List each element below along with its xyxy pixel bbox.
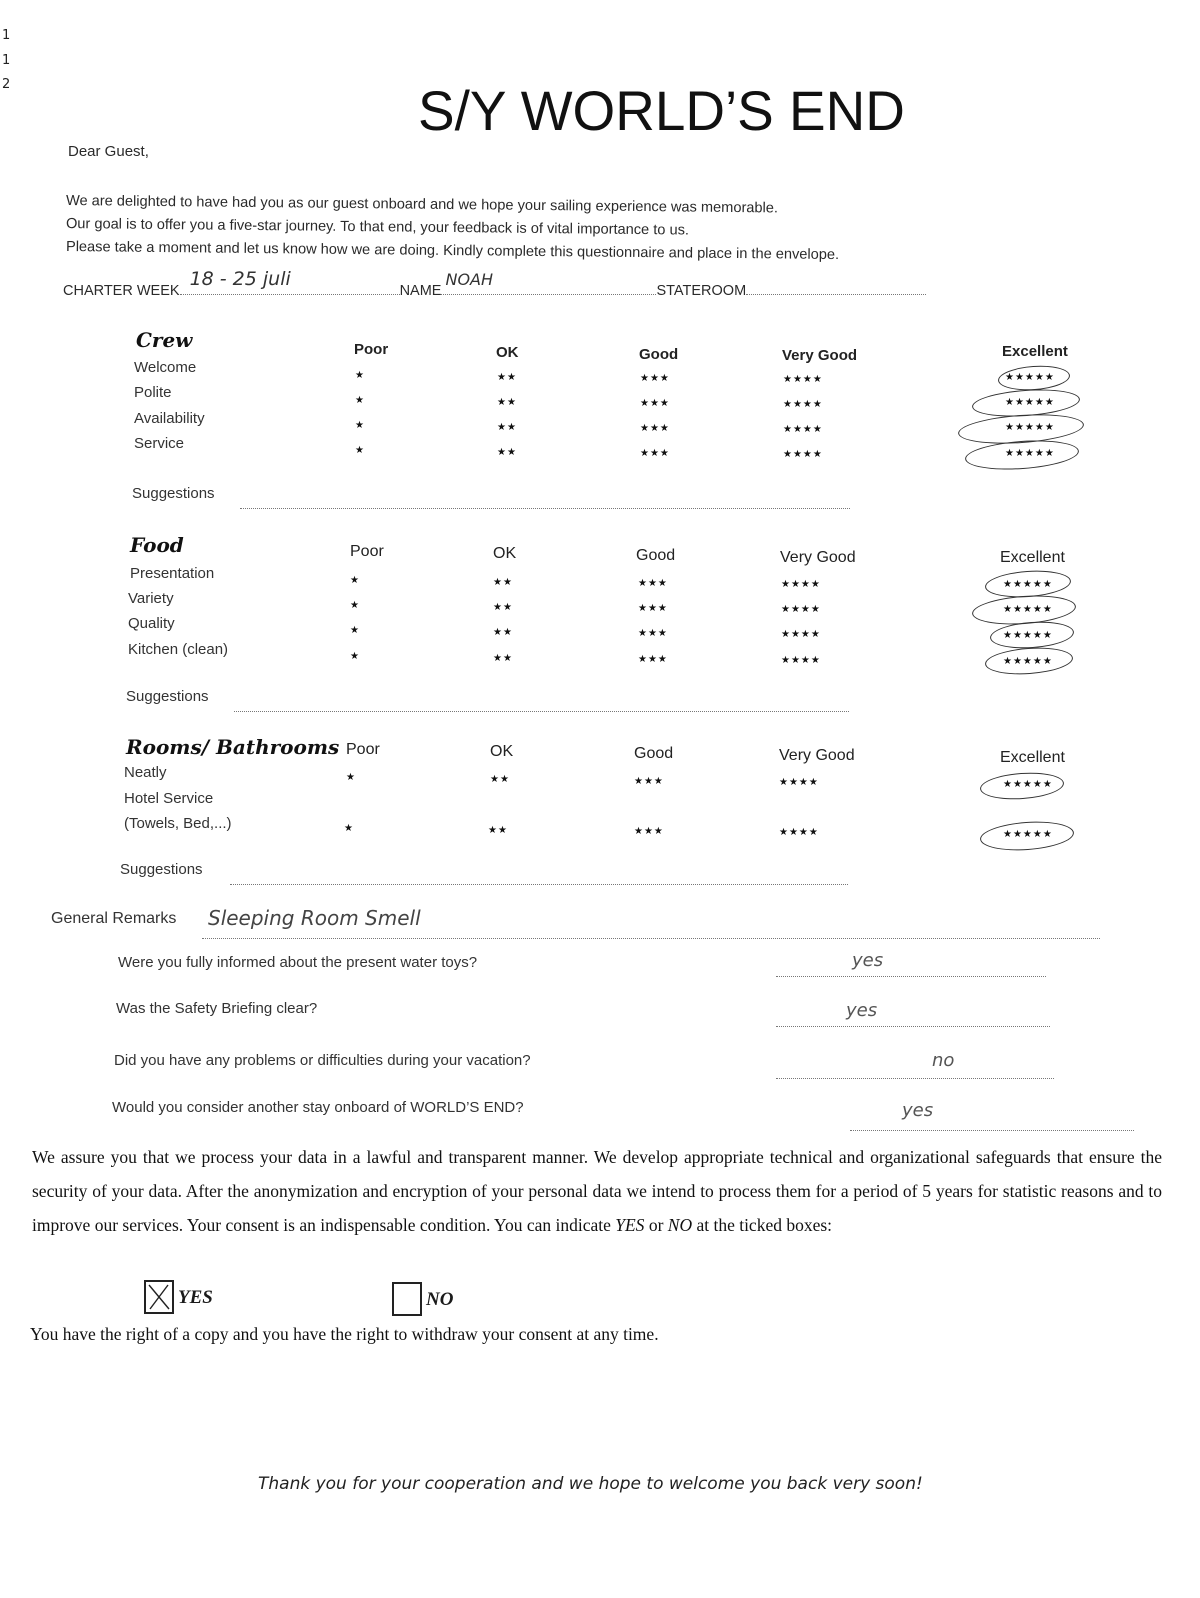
rating-option-excellent[interactable]: ★★★★★	[1005, 372, 1055, 383]
x-mark-icon	[146, 1282, 172, 1312]
rating-option-ok[interactable]: ★★	[493, 653, 513, 664]
rating-option-very-good[interactable]: ★★★★	[783, 449, 823, 460]
rating-option-poor[interactable]: ★	[346, 772, 356, 783]
rating-option-poor[interactable]: ★	[350, 600, 360, 611]
rating-option-very-good[interactable]: ★★★★	[781, 604, 821, 615]
suggestions-field[interactable]	[240, 496, 850, 509]
charter-week-value: 18 - 25 juli	[189, 268, 291, 290]
rating-option-excellent[interactable]: ★★★★★	[1005, 422, 1055, 433]
column-header-poor: Poor	[350, 543, 384, 560]
consent-no-label: NO	[426, 1289, 454, 1310]
rating-option-ok[interactable]: ★★	[493, 577, 513, 588]
rating-option-very-good[interactable]: ★★★★	[781, 655, 821, 666]
answer-field[interactable]	[776, 1014, 1050, 1027]
rating-option-good[interactable]: ★★★	[640, 448, 670, 459]
page-title: S/Y WORLD’S END	[418, 79, 905, 142]
rating-option-excellent[interactable]: ★★★★★	[1003, 604, 1053, 615]
rating-option-good[interactable]: ★★★	[640, 373, 670, 384]
rating-option-good[interactable]: ★★★	[638, 603, 668, 614]
rating-option-poor[interactable]: ★	[344, 823, 354, 834]
row-label-kitchen: Kitchen (clean)	[128, 641, 229, 658]
row-label-polite: Polite	[134, 384, 172, 401]
column-header-good: Good	[636, 547, 676, 564]
column-header-poor: Poor	[354, 341, 389, 358]
selection-circle	[984, 645, 1074, 677]
rating-option-excellent[interactable]: ★★★★★	[1003, 779, 1053, 790]
stateroom-label: STATEROOM	[656, 283, 747, 299]
rating-option-ok[interactable]: ★★	[497, 422, 517, 433]
rating-option-good[interactable]: ★★★	[634, 826, 664, 837]
row-label-hotel-service: Hotel Service	[124, 790, 214, 807]
rating-option-very-good[interactable]: ★★★★	[783, 399, 823, 410]
suggestions-label: Suggestions	[120, 861, 203, 878]
intro-line: We are delighted to have had you as our guest onboard and we hope your sailing experience was memorable.	[65, 193, 779, 217]
privacy-paragraph	[32, 1140, 1162, 1242]
question-safety-briefing: Was the Safety Briefing clear?	[116, 1000, 318, 1017]
rating-option-very-good[interactable]: ★★★★	[781, 579, 821, 590]
rating-option-poor[interactable]: ★	[350, 651, 360, 662]
rating-option-good[interactable]: ★★★	[638, 654, 668, 665]
column-header-ok: OK	[496, 344, 519, 361]
row-label-variety: Variety	[128, 590, 174, 607]
margin-number: 1	[2, 53, 11, 68]
column-header-ok: OK	[490, 743, 514, 760]
margin-number: 1	[2, 28, 11, 43]
stateroom-field[interactable]	[746, 282, 926, 295]
column-header-good: Good	[634, 745, 674, 762]
general-remarks-label: General Remarks	[51, 910, 177, 927]
rating-option-poor[interactable]: ★	[355, 395, 365, 406]
name-value: NOAH	[445, 270, 494, 289]
rating-option-ok[interactable]: ★★	[493, 602, 513, 613]
charter-week-field[interactable]	[180, 268, 400, 295]
general-remarks-value: Sleeping Room Smell	[208, 906, 421, 930]
suggestions-field[interactable]	[234, 699, 849, 712]
rating-option-ok[interactable]: ★★	[497, 397, 517, 408]
column-header-excellent: Excellent	[1000, 549, 1065, 566]
intro-line: Please take a moment and let us know how we are doing. Kindly complete this questionnaire and place in the envelope.	[65, 239, 840, 264]
column-header-excellent: Excellent	[1002, 343, 1068, 360]
section-title: Rooms/ Bathrooms	[126, 735, 340, 759]
rating-option-good[interactable]: ★★★	[638, 578, 668, 589]
privacy-or: or	[644, 1215, 668, 1235]
rating-option-poor[interactable]: ★	[355, 445, 365, 456]
rating-option-excellent[interactable]: ★★★★★	[1003, 656, 1053, 667]
suggestions-label: Suggestions	[132, 485, 215, 502]
rating-option-very-good[interactable]: ★★★★	[779, 827, 819, 838]
rating-option-very-good[interactable]: ★★★★	[781, 629, 821, 640]
margin-number: 2	[2, 77, 11, 92]
row-label-presentation: Presentation	[130, 565, 215, 582]
rating-option-good[interactable]: ★★★	[640, 398, 670, 409]
answer-value: yes	[852, 950, 884, 971]
rating-option-excellent[interactable]: ★★★★★	[1005, 397, 1055, 408]
suggestions-label: Suggestions	[126, 688, 209, 705]
name-label: NAME	[399, 283, 442, 299]
intro-line: Our goal is to offer you a five-star journey. To that end, your feedback is of vital importance to us.	[65, 216, 690, 239]
column-header-very-good: Very Good	[780, 549, 856, 566]
selection-circle	[997, 364, 1070, 393]
column-header-very-good: Very Good	[782, 347, 858, 364]
rating-option-ok[interactable]: ★★	[497, 447, 517, 458]
privacy-yes-word: YES	[615, 1215, 645, 1235]
selection-circle	[979, 819, 1075, 853]
column-header-good: Good	[639, 346, 679, 363]
column-header-ok: OK	[493, 545, 517, 562]
rating-option-very-good[interactable]: ★★★★	[783, 424, 823, 435]
consent-yes-label: YES	[178, 1287, 213, 1308]
question-water-toys: Were you fully informed about the present water toys?	[118, 954, 478, 971]
privacy-no-word: NO	[667, 1215, 693, 1235]
row-label-quality: Quality	[128, 615, 175, 632]
consent-yes-checkbox[interactable]	[144, 1280, 174, 1314]
column-header-excellent: Excellent	[1000, 749, 1065, 766]
row-label-availability: Availability	[134, 410, 205, 427]
consent-no-checkbox[interactable]	[392, 1282, 422, 1316]
privacy-tail: at the ticked boxes:	[692, 1215, 833, 1235]
rating-option-excellent[interactable]: ★★★★★	[1005, 448, 1055, 459]
charter-week-label: CHARTER WEEK	[63, 283, 180, 299]
section-title: Food	[130, 533, 184, 557]
rating-option-excellent[interactable]: ★★★★★	[1003, 829, 1053, 840]
selection-circle	[979, 770, 1065, 802]
answer-field[interactable]	[776, 1066, 1054, 1079]
question-problems: Did you have any problems or difficulties during your vacation?	[114, 1052, 531, 1069]
rating-option-poor[interactable]: ★	[350, 575, 360, 586]
answer-value: yes	[902, 1100, 934, 1121]
column-header-poor: Poor	[346, 741, 380, 758]
rating-option-good[interactable]: ★★★	[638, 628, 668, 639]
row-label-neatly: Neatly	[124, 764, 167, 781]
rating-option-poor[interactable]: ★	[355, 370, 365, 381]
row-label-welcome: Welcome	[134, 359, 197, 376]
rating-option-excellent[interactable]: ★★★★★	[1003, 630, 1053, 641]
rating-option-ok[interactable]: ★★	[488, 825, 508, 836]
privacy-text: We assure you that we process your data in a lawful and transparent manner. We develop appropriate technical and organizational safeguards that ensure the security of your data. After the anonymization and encryption of your personal data we intend to process them for a period of 5 years for statistic reasons and to improve our services. Your consent is an indispensable condition. You can indicate	[32, 1147, 1162, 1235]
rating-option-excellent[interactable]: ★★★★★	[1003, 579, 1053, 590]
rating-option-very-good[interactable]: ★★★★	[779, 777, 819, 788]
column-header-very-good: Very Good	[779, 747, 855, 764]
rating-option-good[interactable]: ★★★	[634, 776, 664, 787]
answer-field[interactable]	[850, 1118, 1134, 1131]
rights-text: You have the right of a copy and you have the right to withdraw your consent at any time.	[30, 1324, 659, 1344]
rating-option-poor[interactable]: ★	[355, 420, 365, 431]
suggestions-field[interactable]	[230, 872, 848, 885]
row-label-towels-bed: (Towels, Bed,...)	[124, 815, 232, 832]
answer-value: no	[932, 1050, 955, 1071]
header-fields	[63, 268, 926, 299]
answer-field[interactable]	[776, 964, 1046, 977]
question-another-stay: Would you consider another stay onboard of WORLD’S END?	[112, 1099, 524, 1116]
answer-value: yes	[846, 1000, 878, 1021]
rating-option-ok[interactable]: ★★	[490, 774, 510, 785]
rating-option-good[interactable]: ★★★	[640, 423, 670, 434]
section-title: Crew	[136, 328, 193, 352]
rating-option-ok[interactable]: ★★	[497, 372, 517, 383]
name-field[interactable]	[441, 270, 656, 295]
row-label-service: Service	[134, 435, 185, 452]
rating-option-poor[interactable]: ★	[350, 625, 360, 636]
rating-option-ok[interactable]: ★★	[493, 627, 513, 638]
greeting: Dear Guest,	[68, 143, 149, 160]
thank-you-note: Thank you for your cooperation and we hope to welcome you back very soon!	[258, 1474, 923, 1494]
rating-option-very-good[interactable]: ★★★★	[783, 374, 823, 385]
